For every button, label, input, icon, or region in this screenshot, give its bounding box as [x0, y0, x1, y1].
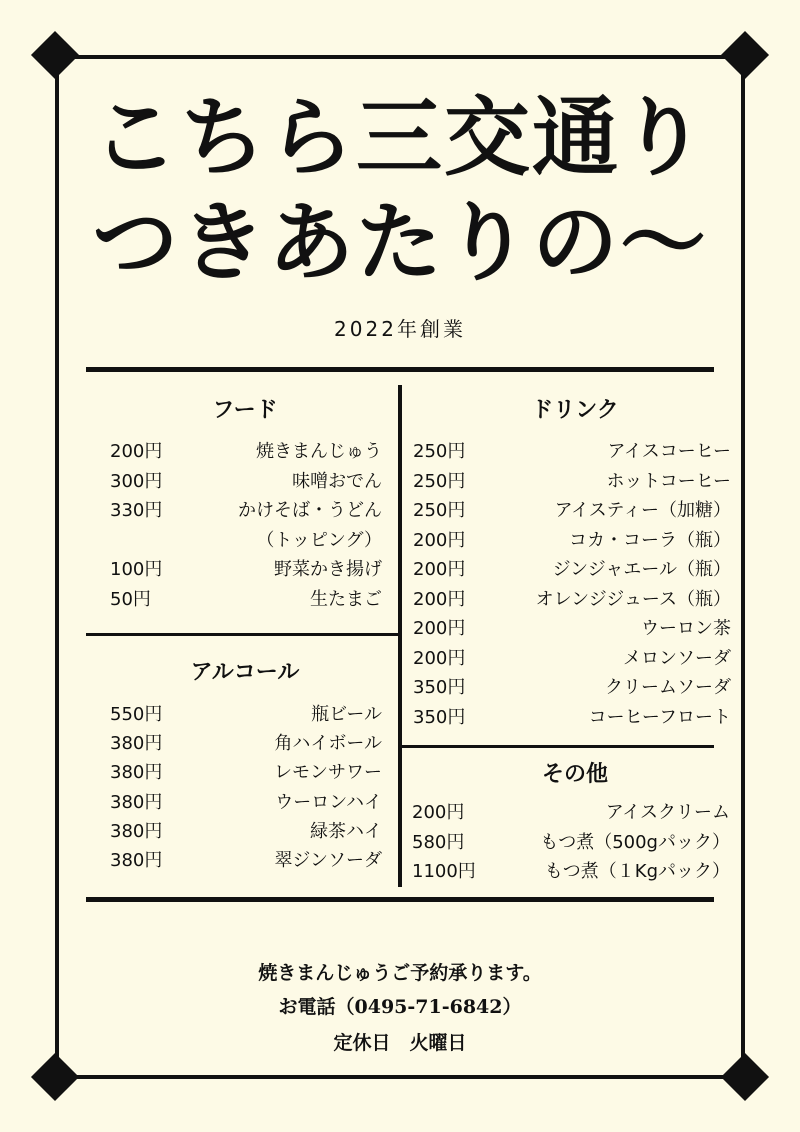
other-menu-item — [412, 801, 730, 825]
alcohol-menu-item — [110, 820, 382, 844]
alcohol-menu-item — [110, 849, 382, 873]
alcohol-menu-item — [110, 732, 382, 756]
drinks-menu-item — [413, 529, 731, 553]
item-price: 200円 — [413, 529, 466, 551]
item-name: 角ハイボール — [274, 733, 382, 755]
drinks-menu-item — [413, 676, 731, 700]
item-name: 野菜かき揚げ — [274, 559, 382, 580]
item-price: 580円 — [412, 831, 465, 853]
drinks-menu-item — [413, 470, 731, 494]
drinks-menu-item — [413, 440, 731, 464]
item-name: コーヒーフロート — [588, 706, 731, 728]
item-name: クリームソーダ — [605, 677, 731, 698]
drinks-menu-item — [413, 558, 731, 582]
food-menu-item — [110, 588, 382, 612]
other-menu-item — [412, 860, 730, 884]
item-name: 翠ジンソーダ — [274, 850, 382, 871]
item-price: 50円 — [110, 588, 151, 610]
item-price: 200円 — [413, 618, 466, 639]
phone-number: お電話（0495-71-6842） — [278, 996, 522, 1018]
food-menu-item — [110, 499, 382, 523]
drinks-menu-item — [413, 706, 731, 730]
item-name: 味噌おでん — [292, 470, 382, 492]
closed-day: 定休日 火曜日 — [333, 1032, 467, 1054]
item-price: 200円 — [412, 802, 465, 823]
item-price: 380円 — [110, 820, 163, 842]
alcohol-menu-item — [110, 791, 382, 815]
item-name: ホットコーヒー — [606, 470, 731, 492]
item-name: オレンジジュース（瓶） — [535, 588, 731, 610]
item-price: 380円 — [110, 762, 163, 784]
item-name: （トッピング） — [256, 529, 382, 551]
item-price: 200円 — [413, 559, 466, 580]
alcohol-heading: アルコール — [190, 660, 300, 685]
food-menu-item — [110, 558, 382, 582]
food-alcohol-divider — [86, 633, 398, 636]
food-menu-item — [110, 470, 382, 494]
item-name: 瓶ビール — [311, 704, 382, 725]
item-price: 250円 — [413, 441, 466, 462]
drinks-menu-item — [413, 647, 731, 671]
reservation-note: 焼きまんじゅうご予約承ります。 — [258, 962, 542, 984]
item-price: 100円 — [110, 559, 163, 580]
item-price: 380円 — [110, 850, 163, 871]
item-price: 1100円 — [412, 861, 476, 882]
menu-bottom-divider — [86, 897, 714, 902]
drinks-menu-item — [413, 588, 731, 612]
item-price: 200円 — [413, 588, 466, 610]
item-name: もつ煮（500gパック） — [540, 831, 730, 853]
menu-column-divider — [398, 385, 402, 887]
item-name: 生たまご — [310, 588, 382, 610]
other-heading: その他 — [541, 762, 608, 787]
item-name: かけそば・うどん — [238, 500, 382, 521]
item-name: レモンサワー — [274, 762, 382, 784]
item-name: 緑茶ハイ — [310, 820, 382, 842]
item-price: 250円 — [413, 470, 466, 492]
food-menu-item — [110, 440, 382, 464]
other-menu-item — [412, 831, 730, 855]
item-price: 200円 — [110, 441, 163, 462]
item-name: 焼きまんじゅう — [256, 441, 382, 462]
item-name: ジンジャエール（瓶） — [552, 559, 731, 580]
item-name: ウーロン茶 — [641, 618, 731, 639]
item-name: アイスコーヒー — [607, 441, 731, 462]
item-name: コカ・コーラ（瓶） — [569, 529, 731, 551]
title-line-2: つきあたりの〜 — [92, 193, 708, 293]
item-price: 200円 — [413, 647, 466, 669]
item-price: 330円 — [110, 500, 163, 521]
founded-year: 2022年創業 — [334, 317, 466, 341]
menu-top-divider — [86, 367, 714, 372]
drink-other-divider — [402, 745, 714, 748]
item-price: 300円 — [110, 470, 163, 492]
drinks-heading: ドリンク — [531, 398, 619, 423]
alcohol-menu-item — [110, 761, 382, 785]
item-name: アイスティー（加糖） — [554, 500, 731, 521]
item-price: 550円 — [110, 704, 163, 725]
food-heading: フード — [212, 398, 278, 423]
item-price: 350円 — [413, 677, 466, 698]
item-price: 380円 — [110, 733, 163, 755]
item-name: ウーロンハイ — [275, 791, 382, 813]
item-name: もつ煮（１Kgパック） — [544, 861, 730, 882]
title-line-1: こちら三交通り — [92, 88, 708, 188]
drinks-menu-item — [413, 499, 731, 523]
alcohol-menu-item — [110, 703, 382, 727]
item-name: アイスクリーム — [605, 802, 730, 823]
food-menu-item — [110, 529, 382, 553]
drinks-menu-item — [413, 617, 731, 641]
item-price: 350円 — [413, 706, 466, 728]
item-price: 250円 — [413, 500, 466, 521]
item-name: メロンソーダ — [623, 647, 731, 669]
item-price: 380円 — [110, 791, 163, 813]
